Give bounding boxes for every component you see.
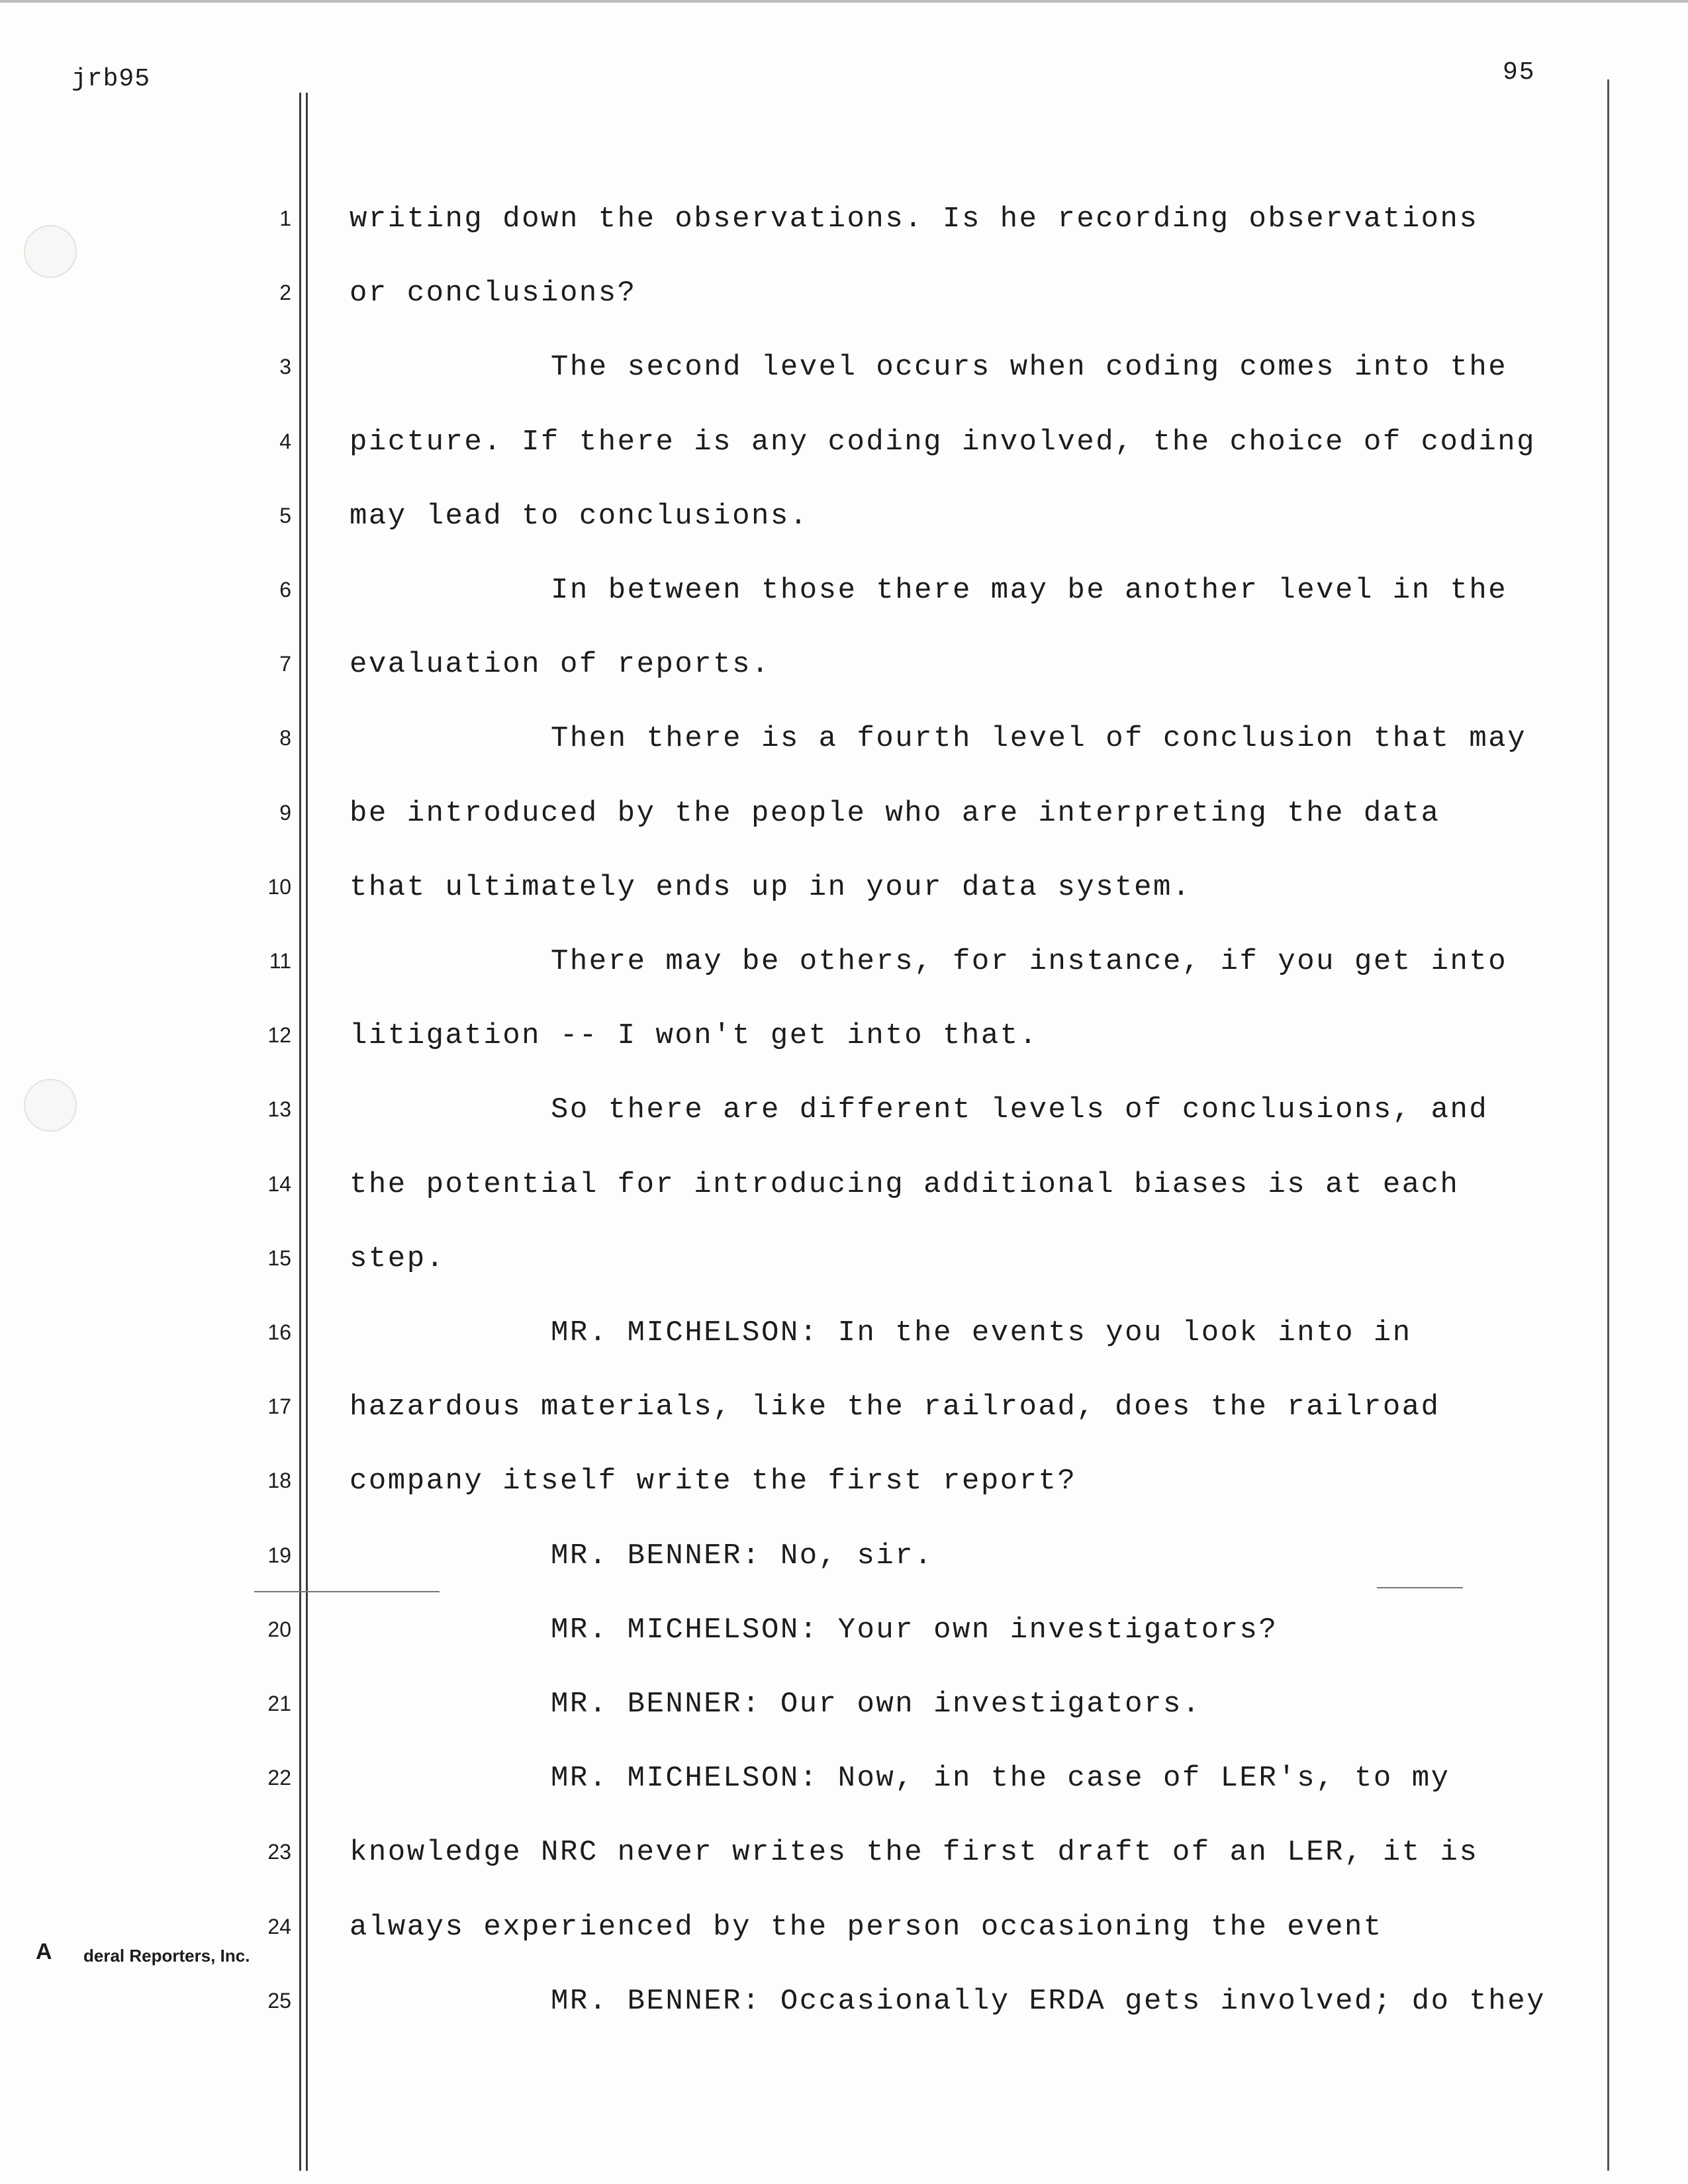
line-number: 25 (267, 1989, 291, 2013)
transcript-line-text: picture. If there is any coding involved, the choice of coding (350, 426, 1536, 459)
line-number: 4 (279, 430, 291, 453)
transcript-line-text: writing down the observations. Is he recording observations (350, 203, 1479, 236)
page-header-id: jrb95 (71, 65, 151, 93)
transcript-line-text: knowledge NRC never writes the first draft of an LER, it is (350, 1836, 1479, 1869)
line-number: 23 (267, 1840, 291, 1864)
line-number: 1 (279, 206, 291, 230)
line-number: 6 (279, 578, 291, 602)
transcript-line-text: There may be others, for instance, if you get into (551, 945, 1508, 978)
line-number: 20 (267, 1617, 291, 1641)
transcript-line-text: In between those there may be another level in the (551, 574, 1508, 607)
line-number: 5 (279, 504, 291, 527)
line-number: 9 (279, 801, 291, 825)
reporter-logo-mark: A (36, 1939, 52, 1964)
transcript-line-text: step. (350, 1242, 445, 1275)
transcript-line-text: that ultimately ends up in your data system. (350, 871, 1192, 904)
line-number: 14 (267, 1172, 291, 1196)
line-number: 18 (267, 1469, 291, 1492)
court-reporter-name: deral Reporters, Inc. (83, 1946, 250, 1966)
line-number: 3 (279, 355, 291, 379)
transcript-line-text: MR. BENNER: Our own investigators. (551, 1688, 1201, 1721)
line-number: 11 (269, 949, 291, 973)
line-number: 12 (267, 1023, 291, 1047)
transcript-line-text: the potential for introducing additional biases is at each (350, 1168, 1460, 1201)
line-number: 19 (267, 1543, 291, 1567)
page-number: 95 (1503, 58, 1536, 87)
transcript-line-text: The second level occurs when coding comes into the (551, 351, 1508, 384)
transcript-line-text: hazardous materials, like the railroad, does the railroad (350, 1390, 1440, 1424)
line-number: 17 (267, 1394, 291, 1418)
transcript-line-text: company itself write the first report? (350, 1465, 1077, 1498)
line-number: 8 (279, 726, 291, 750)
transcript-line-text: evaluation of reports. (350, 648, 771, 681)
line-number: 24 (267, 1915, 291, 1938)
line-number: 21 (267, 1692, 291, 1715)
line-number: 7 (279, 652, 291, 676)
transcript-line-text: may lead to conclusions. (350, 500, 809, 533)
transcript-line-text: always experienced by the person occasioning the event (350, 1911, 1383, 1944)
line-number: 16 (267, 1320, 291, 1344)
line-number: 22 (267, 1766, 291, 1790)
transcript-line-text: litigation -- I won't get into that. (350, 1019, 1039, 1052)
transcript-line-text: Then there is a fourth level of conclusion that may (551, 722, 1527, 755)
transcript-line-text: So there are different levels of conclusions, and (551, 1093, 1489, 1126)
transcript-line-text: MR. MICHELSON: In the events you look into in (551, 1316, 1412, 1349)
line-number: 10 (267, 875, 291, 899)
line-number: 2 (279, 281, 291, 304)
transcript-line-text: or conclusions? (350, 277, 637, 310)
transcript-line-text: be introduced by the people who are interpreting the data (350, 797, 1440, 830)
transcript-line-text: MR. BENNER: Occasionally ERDA gets involved; do they (551, 1985, 1546, 2018)
transcript-line-text: MR. BENNER: No, sir. (551, 1539, 934, 1572)
line-number: 13 (267, 1097, 291, 1121)
transcript-line-text: MR. MICHELSON: Your own investigators? (551, 1614, 1278, 1647)
line-number: 15 (267, 1246, 291, 1270)
transcript-line-text: MR. MICHELSON: Now, in the case of LER's, to my (551, 1762, 1450, 1795)
